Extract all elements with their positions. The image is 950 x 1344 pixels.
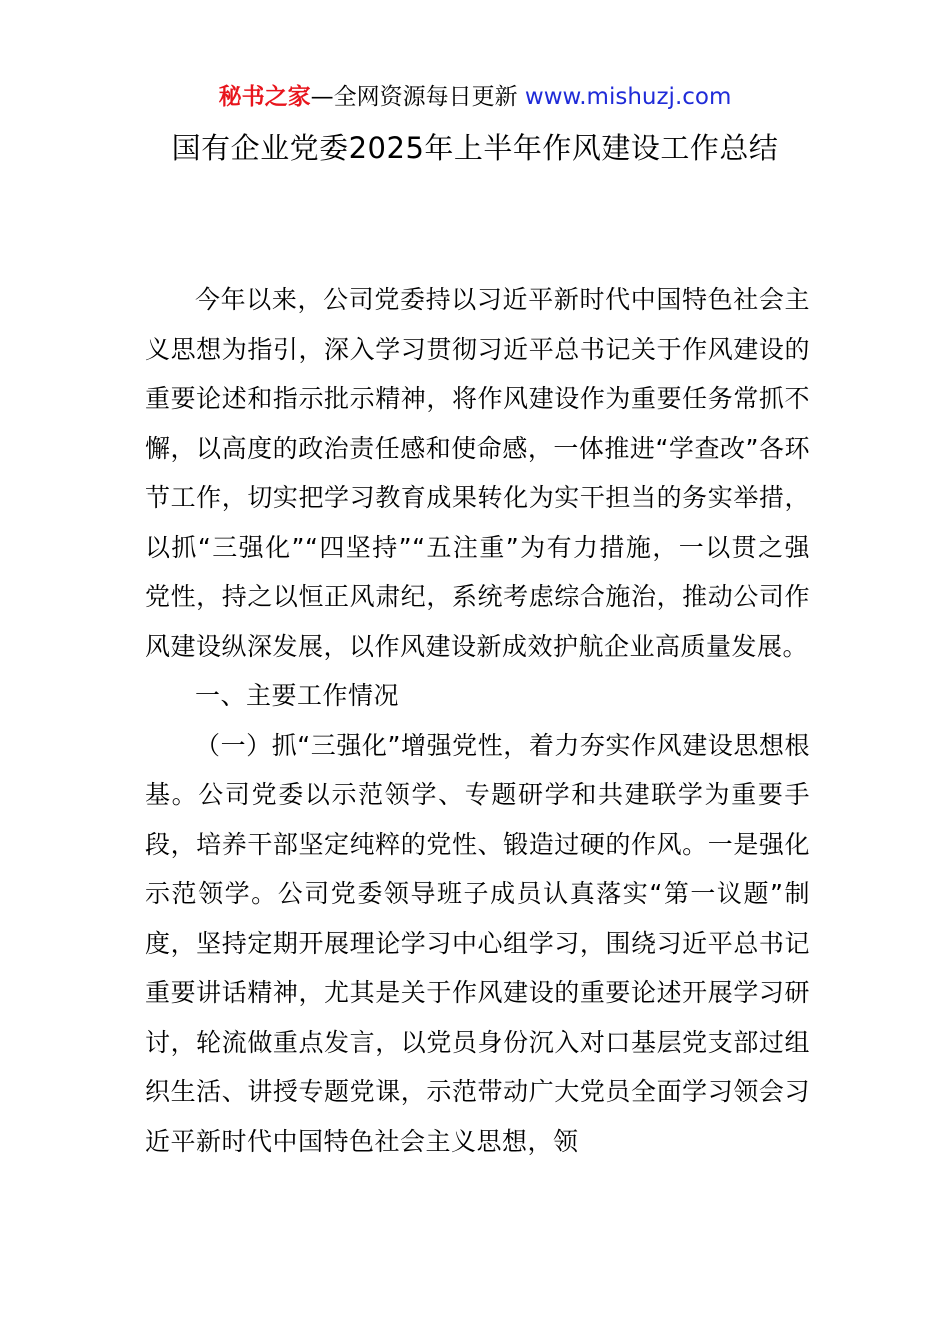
section-paragraph: （一）抓“三强化”增强党性，着力夯实作风建设思想根基。公司党委以示范领学、专题研学和共建联学为重要手段，培养干部坚定纯粹的党性、锻造过硬的作风。一是强化示范领学。公司党委领导班子成员认真落实“第一议题”制度，坚持定期开展理论学习中心组学习，围绕习近平总书记重要讲话精神，尤其是关于作风建设的重要论述开展学习研讨，轮流做重点发言，以党员身份沉入对口基层党支部过组织生活、讲授专题党课，示范带动广大党员全面学习领会习近平新时代中国特色社会主义思想，领 [145,730,810,1156]
site-url-link[interactable]: www.mishuzj.com [524,84,732,110]
brand-name: 秘书之家 [218,84,311,110]
site-tagline: —全网资源每日更新 [310,84,525,110]
section-heading: 一、主要工作情况 [195,681,400,710]
intro-paragraph: 今年以来，公司党委持以习近平新时代中国特色社会主义思想为指引，深入学习贯彻习近平总书记关于作风建设的重要论述和指示批示精神，将作风建设作为重要任务常抓不懈，以高度的政治责任感和使命感，一体推进“学查改”各环节工作，切实把学习教育成果转化为实干担当的务实举措，以抓“三强化”“四坚持”“五注重”为有力措施，一以贯之强党性，持之以恒正风肃纪，系统考虑综合施治，推动公司作风建设纵深发展，以作风建设新成效护航企业高质量发展。 [145,285,810,661]
document-title: 国有企业党委2025年上半年作风建设工作总结 [171,131,779,165]
site-header [0,80,950,114]
document-body [145,275,810,1166]
